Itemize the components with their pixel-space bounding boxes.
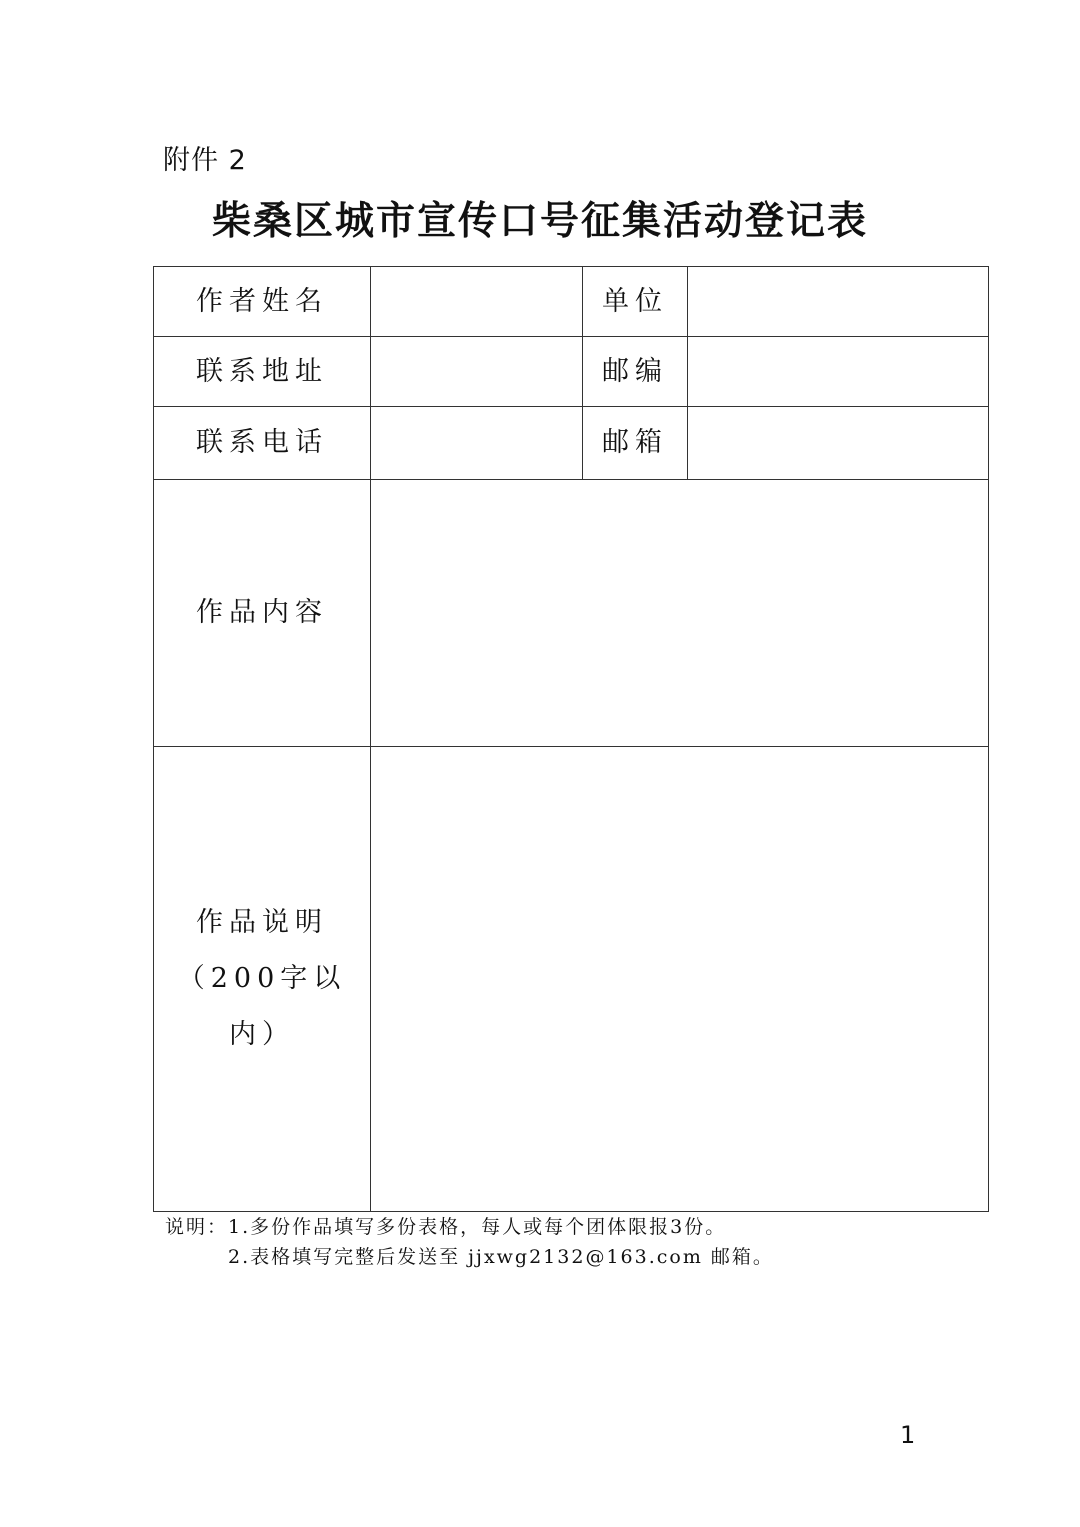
work-content-field[interactable] <box>371 480 989 747</box>
phone-label: 联系电话 <box>154 407 371 480</box>
registration-form-table <box>153 266 989 1212</box>
work-description-label-line1: 作品说明 <box>196 907 328 938</box>
email-label: 邮箱 <box>583 407 688 480</box>
table-row <box>154 267 989 337</box>
postcode-field[interactable] <box>688 337 989 407</box>
phone-field[interactable] <box>371 407 583 480</box>
address-label: 联系地址 <box>154 337 371 407</box>
author-name-label: 作者姓名 <box>154 267 371 337</box>
work-content-label: 作品内容 <box>154 480 371 747</box>
table-row <box>154 337 989 407</box>
work-description-label-line2: （200字以内） <box>177 963 347 1050</box>
table-row <box>154 480 989 747</box>
table-row <box>154 747 989 1212</box>
organization-label: 单位 <box>583 267 688 337</box>
table-row <box>154 407 989 480</box>
postcode-label: 邮编 <box>583 337 688 407</box>
work-description-field[interactable] <box>371 747 989 1212</box>
note-line-2: 2.表格填写完整后发送至 jjxwg2132@163.com 邮箱。 <box>228 1246 774 1268</box>
organization-field[interactable] <box>688 267 989 337</box>
attachment-label: 附件 2 <box>163 145 247 176</box>
address-field[interactable] <box>371 337 583 407</box>
email-field[interactable] <box>688 407 989 480</box>
work-description-label <box>154 747 371 1212</box>
author-name-field[interactable] <box>371 267 583 337</box>
instructions-note <box>165 1212 774 1272</box>
page-title: 柴桑区城市宣传口号征集活动登记表 <box>211 198 868 244</box>
page-number: 1 <box>900 1421 916 1449</box>
note-line-1: 说明：1.多份作品填写多份表格，每人或每个团体限报3份。 <box>165 1216 727 1238</box>
